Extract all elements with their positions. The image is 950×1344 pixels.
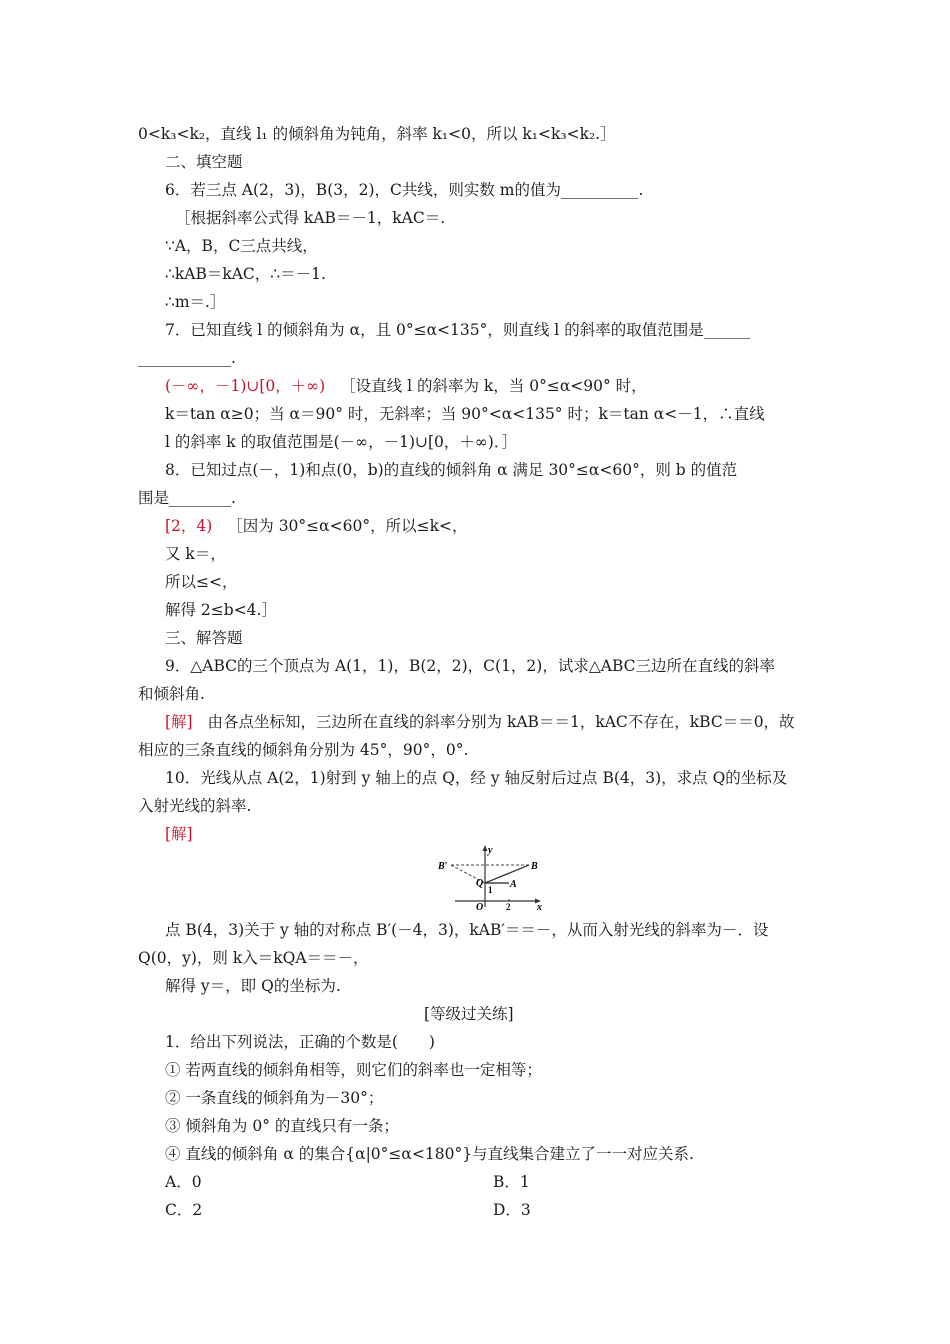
answer-10-line-1: 点 B(4，3)关于 y 轴的对称点 B′(－4，3)，kAB′＝＝－，从而入射光线的斜率为－．设	[165, 921, 769, 939]
y-axis-arrow	[483, 845, 488, 851]
question-8-line-2: 围是________.	[138, 489, 236, 507]
answer-8-result: [2，4)	[165, 517, 213, 535]
answer-10-label: [解]	[165, 825, 193, 843]
answer-8-line-4: 解得 2≤b<4.］	[165, 601, 277, 619]
answer-6-line-1: ［根据斜率公式得 kAB＝－1，kAC＝.	[175, 209, 446, 227]
answer-9-label: [解]	[165, 713, 193, 731]
answer-9-line-1	[165, 711, 795, 733]
section-heading-level-practice: [等级过关练]	[424, 1005, 514, 1023]
question-10-line-1: 10．光线从点 A(2，1)射到 y 轴上的点 Q，经 y 轴反射后过点 B(4，3)，求点 Q的坐标及	[165, 769, 788, 787]
question-7-line-2: ____________.	[138, 349, 236, 367]
label-x: x	[537, 902, 542, 911]
question-10-line-2: 入射光线的斜率.	[138, 797, 252, 815]
label-q: Q	[476, 878, 484, 889]
answer-8-line-3: 所以≤<，	[165, 573, 238, 591]
statement-3: ③ 倾斜角为 0° 的直线只有一条；	[165, 1117, 399, 1135]
answer-7-result: (－∞，－1)∪[0，＋∞)	[165, 377, 326, 395]
option-a: A．0	[165, 1173, 202, 1191]
label-one: 1	[488, 885, 493, 895]
question-9-line-1: 9．△ABC的三个顶点为 A(1，1)，B(2，2)，C(1，2)，试求△ABC三边所在直线的斜率	[165, 657, 775, 675]
answer-9-line-2: 相应的三条直线的倾斜角分别为 45°，90°，0°.	[138, 741, 469, 759]
question-8-line-1: 8．已知过点(－，1)和点(0，b)的直线的倾斜角 α 满足 30°≤α<60°，则 b 的值范	[165, 461, 738, 479]
answer-8-line-2: 又 k＝，	[165, 545, 226, 563]
option-b: B．1	[493, 1173, 530, 1191]
statement-2: ② 一条直线的倾斜角为－30°；	[165, 1089, 384, 1107]
text-line-1: 0<k₃<k₂，直线 l₁ 的倾斜角为钝角，斜率 k₁<0，所以 k₁<k₃<k₂.］	[138, 125, 616, 143]
label-b-prime: B′	[438, 861, 448, 872]
answer-8-line-1	[165, 515, 467, 537]
statement-1: ① 若两直线的倾斜角相等，则它们的斜率也一定相等；	[165, 1061, 542, 1079]
label-o: O	[476, 902, 484, 911]
mc-question-1: 1．给出下列说法，正确的个数是( )	[165, 1033, 435, 1051]
answer-7-line-3: l 的斜率 k 的取值范围是(－∞，－1)∪[0，＋∞)．］	[165, 433, 518, 451]
answer-10-label-line	[165, 823, 193, 845]
section-heading-fill-in: 二、填空题	[165, 153, 243, 171]
answer-7-line-2: k＝tan α≥0；当 α＝90° 时，无斜率；当 90°<α<135° 时；k＝tan α<－1，∴直线	[165, 405, 765, 423]
label-b: B	[531, 861, 538, 872]
answer-7-line-1	[165, 375, 647, 397]
question-7-line-1: 7．已知直线 l 的倾斜角为 α，且 0°≤α<135°，则直线 l 的斜率的取值范围是______	[165, 321, 751, 339]
answer-8-explanation: ［因为 30°≤α<60°，所以≤k<，	[227, 517, 468, 535]
answer-9-explanation: 由各点坐标知，三边所在直线的斜率分别为 kAB＝＝1，kAC不存在，kBC＝＝0，故	[207, 713, 795, 731]
statement-4: ④ 直线的倾斜角 α 的集合{α|0°≤α<180°}与直线集合建立了一一对应关系.	[165, 1145, 694, 1163]
answer-10-line-3: 解得 y＝，即 Q的坐标为.	[165, 977, 341, 995]
answer-6-line-2: ∵A，B，C三点共线，	[165, 237, 318, 255]
answer-6-line-4: ∴m＝.］	[165, 293, 226, 311]
reflection-diagram	[425, 843, 545, 911]
option-c: C．2	[165, 1201, 203, 1219]
answer-6-line-3: ∴kAB＝kAC，∴＝－1.	[165, 265, 326, 283]
section-heading-solve: 三、解答题	[165, 629, 243, 647]
option-d: D．3	[493, 1201, 531, 1219]
label-y: y	[488, 845, 493, 856]
question-9-line-2: 和倾斜角.	[138, 685, 205, 703]
answer-7-explanation: ［设直线 l 的斜率为 k，当 0°≤α<90° 时，	[340, 377, 647, 395]
question-6: 6．若三点 A(2，3)，B(3，2)，C共线，则实数 m的值为__________.	[165, 181, 644, 199]
answer-10-line-2: Q(0，y)，则 k入＝kQA＝＝－，	[138, 949, 369, 967]
label-a: A	[510, 879, 517, 890]
label-two: 2	[506, 902, 511, 911]
reflected-ray	[485, 865, 529, 883]
